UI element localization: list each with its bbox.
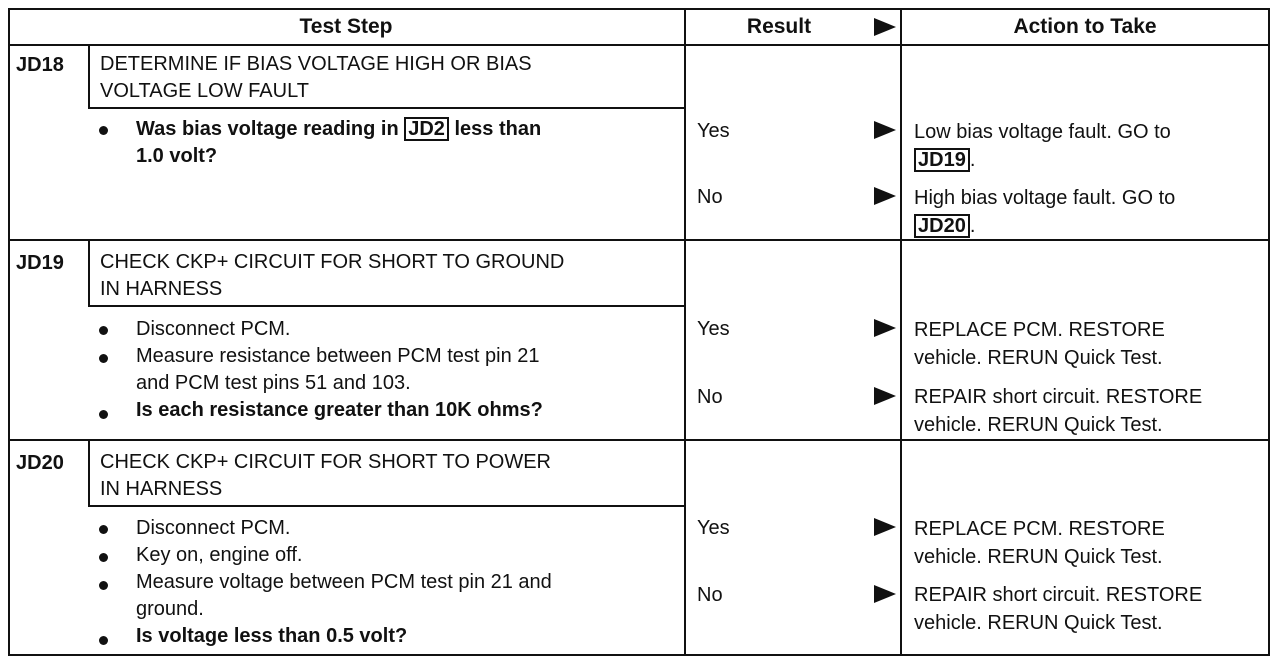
header-arrow-icon xyxy=(874,18,896,36)
step-code: JD19 xyxy=(16,252,64,274)
arrow-icon xyxy=(874,187,896,205)
step-reference: JD20 xyxy=(914,214,970,238)
step-code: JD20 xyxy=(16,452,64,474)
step-title: CHECK CKP+ CIRCUIT FOR SHORT TO POWER IN HARNESS xyxy=(100,451,551,500)
header-divider xyxy=(8,44,1270,46)
arrow-icon xyxy=(874,319,896,337)
bullet-icon xyxy=(99,525,108,534)
title-divider xyxy=(88,107,684,109)
header-action: Action to Take xyxy=(1013,15,1157,38)
step-title: CHECK CKP+ CIRCUIT FOR SHORT TO GROUND IN HARNESS xyxy=(100,251,565,300)
title-divider xyxy=(88,305,684,307)
title-divider xyxy=(88,505,684,507)
arrow-icon xyxy=(874,585,896,603)
result-no: No xyxy=(697,186,723,208)
code-divider xyxy=(88,44,90,109)
step-title: DETERMINE IF BIAS VOLTAGE HIGH OR BIAS VOLTAGE LOW FAULT xyxy=(100,53,532,102)
code-divider xyxy=(88,239,90,307)
result-yes: Yes xyxy=(697,120,730,142)
step-reference: JD2 xyxy=(404,117,449,141)
step-reference: JD19 xyxy=(914,148,970,172)
action-no: REPAIR short circuit. RESTORE vehicle. RERUN Quick Test. xyxy=(914,584,1203,634)
step-code: JD18 xyxy=(16,54,64,76)
action-yes: REPLACE PCM. RESTORE vehicle. RERUN Quick Test. xyxy=(914,518,1165,568)
action-no: High bias voltage fault. GO to JD20 . xyxy=(914,187,1176,237)
bullet-list: Disconnect PCM. Key on, engine off. Measure voltage between PCM test pin 21 and ground. Is voltage less than 0.5 volt? xyxy=(136,517,552,647)
arrow-icon xyxy=(874,121,896,139)
arrow-icon xyxy=(874,387,896,405)
column-divider-result xyxy=(684,8,686,656)
bullet-icon xyxy=(99,354,108,363)
bullet-question: Was bias voltage reading in JD2 less than 1.0 volt? xyxy=(136,118,542,167)
bullet-icon xyxy=(99,410,108,419)
diagnostic-table xyxy=(8,8,1270,656)
bullet-icon xyxy=(99,326,108,335)
action-yes: Low bias voltage fault. GO to JD19 . xyxy=(914,121,1171,171)
arrow-icon xyxy=(874,518,896,536)
bullet-icon xyxy=(99,581,108,590)
bullet-list: Disconnect PCM. Measure resistance between PCM test pin 21 and PCM test pins 51 and 103. Is each resistance greater than 10K ohms? xyxy=(136,318,543,421)
action-yes: REPLACE PCM. RESTORE vehicle. RERUN Quick Test. xyxy=(914,319,1165,369)
header-result: Result xyxy=(746,15,812,38)
action-no: REPAIR short circuit. RESTORE vehicle. RERUN Quick Test. xyxy=(914,386,1203,436)
result-no: No xyxy=(697,584,723,606)
row-divider xyxy=(8,439,1270,441)
code-divider xyxy=(88,439,90,507)
bullet-icon xyxy=(99,636,108,645)
bullet-icon xyxy=(99,553,108,562)
column-divider-action xyxy=(900,8,902,656)
header-test-step: Test Step xyxy=(299,15,393,38)
result-yes: Yes xyxy=(697,517,730,539)
result-yes: Yes xyxy=(697,318,730,340)
bullet-icon xyxy=(99,126,108,135)
result-no: No xyxy=(697,386,723,408)
